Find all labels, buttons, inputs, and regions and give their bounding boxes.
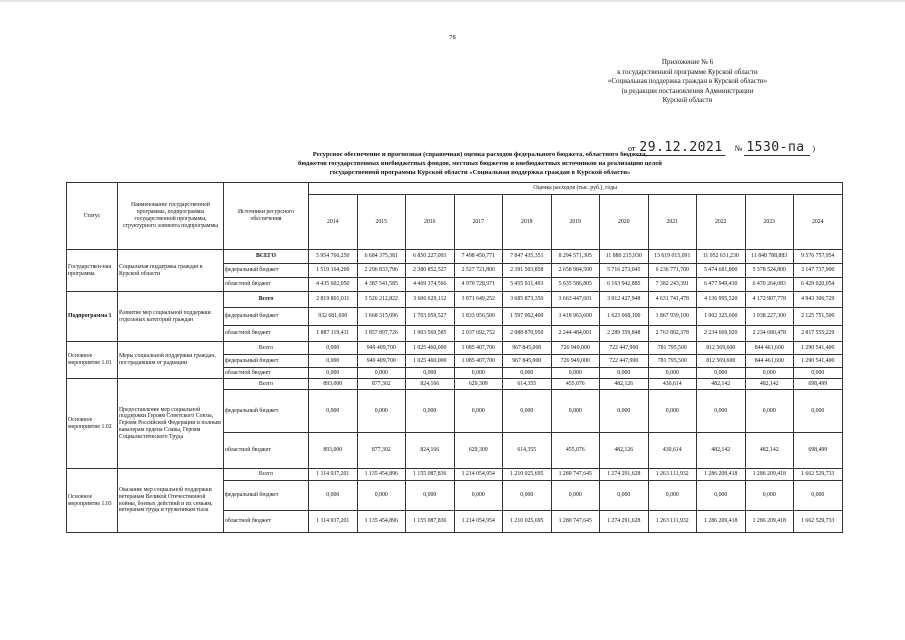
- value-cell: 0,000: [551, 368, 600, 379]
- value-cell: 1 025 460,000: [406, 355, 455, 368]
- header-year: 2023: [745, 195, 794, 250]
- value-cell: 877,302: [357, 379, 406, 390]
- value-cell: 2 125 751,500: [794, 308, 843, 326]
- appendix-line: Курской области: [662, 96, 713, 105]
- value-cell: 967 845,000: [503, 355, 552, 368]
- value-cell: 2 234 669,920: [697, 326, 746, 342]
- value-cell: 0,000: [697, 481, 746, 511]
- value-cell: 0,000: [648, 481, 697, 511]
- value-cell: 0,000: [309, 481, 358, 511]
- value-cell: 0,000: [648, 368, 697, 379]
- value-cell: 5 474 681,800: [697, 264, 746, 278]
- value-cell: 614,355: [503, 433, 552, 469]
- value-cell: 0,000: [600, 481, 649, 511]
- value-cell: 1 286 209,418: [697, 469, 746, 481]
- resource-table: [66, 182, 843, 533]
- value-cell: 0,000: [309, 390, 358, 433]
- value-cell: 0,000: [794, 390, 843, 433]
- decree-from-label: от: [628, 144, 636, 153]
- value-cell: 6 470 264,083: [745, 278, 794, 292]
- value-cell: 1 662 529,733: [794, 511, 843, 533]
- value-cell: 1 887 119,411: [309, 326, 358, 342]
- value-cell: 2 037 692,752: [454, 326, 503, 342]
- value-cell: 1 210 025,695: [503, 511, 552, 533]
- value-cell: 0,000: [454, 481, 503, 511]
- header-status: Статус: [67, 183, 118, 250]
- value-cell: 2 244 484,001: [551, 326, 600, 342]
- value-cell: 482,142: [697, 433, 746, 469]
- value-cell: 614,355: [503, 379, 552, 390]
- value-cell: 1 857 897,726: [357, 326, 406, 342]
- value-cell: 482,142: [697, 379, 746, 390]
- header-year: 2014: [309, 195, 358, 250]
- header-year: 2017: [454, 195, 503, 250]
- page-number: 78: [449, 34, 456, 41]
- status-cell: Государствен-ная программа: [67, 250, 118, 292]
- decree-number-label: №: [734, 144, 743, 153]
- value-cell: 893,000: [309, 433, 358, 469]
- value-cell: 5 716 273,045: [600, 264, 649, 278]
- source-cell: федеральный бюджет: [224, 355, 309, 368]
- value-cell: 0,000: [309, 355, 358, 368]
- value-cell: 1 286 209,418: [745, 469, 794, 481]
- value-cell: 0,000: [600, 390, 649, 433]
- header-year: 2015: [357, 195, 406, 250]
- value-cell: 0,000: [357, 481, 406, 511]
- decree-date: 29.12.2021: [639, 140, 723, 155]
- source-cell: федеральный бюджет: [224, 264, 309, 278]
- table-row: [67, 469, 843, 481]
- value-cell: 949 409,700: [357, 355, 406, 368]
- value-cell: 629,309: [454, 379, 503, 390]
- title-line: государственной программы Курской области «Социальная поддержка граждан в Курской области»: [329, 169, 631, 177]
- value-cell: 722 447,900: [600, 355, 649, 368]
- value-cell: 781 795,500: [648, 342, 697, 355]
- appendix-header: [560, 58, 815, 106]
- decree-number: 1530-па: [744, 140, 810, 156]
- value-cell: 967 845,000: [503, 342, 552, 355]
- value-cell: 1 155 087,836: [406, 469, 455, 481]
- value-cell: 7 382 243,391: [648, 278, 697, 292]
- status-cell: Основное мероприятие 1.02: [67, 379, 118, 469]
- value-cell: 3 912 427,948: [600, 292, 649, 308]
- value-cell: 1 290 541,400: [794, 342, 843, 355]
- value-cell: 1 214 054,954: [454, 469, 503, 481]
- value-cell: 0,000: [357, 390, 406, 433]
- status-cell: Основное мероприятие 1.01: [67, 342, 118, 379]
- header-year: 2024: [794, 195, 843, 250]
- value-cell: 824,166: [406, 433, 455, 469]
- value-cell: 482,142: [745, 379, 794, 390]
- value-cell: 932 681,600: [309, 308, 358, 326]
- value-cell: 13 619 015,091: [648, 250, 697, 264]
- value-cell: 0,000: [648, 390, 697, 433]
- source-cell: областной бюджет: [224, 326, 309, 342]
- value-cell: 4 943 306,729: [794, 292, 843, 308]
- value-cell: 812 569,600: [697, 355, 746, 368]
- appendix-line: (в редакции постановления Администрации: [621, 86, 754, 95]
- value-cell: 0,000: [406, 481, 455, 511]
- value-cell: 629,309: [454, 433, 503, 469]
- value-cell: 2 088 870,950: [503, 326, 552, 342]
- value-cell: 6 477 949,430: [697, 278, 746, 292]
- table-row: [67, 250, 843, 264]
- value-cell: 5 455 931,493: [503, 278, 552, 292]
- value-cell: 1 085 407,700: [454, 355, 503, 368]
- value-cell: 3 606 629,112: [406, 292, 455, 308]
- value-cell: 1 703 059,527: [406, 308, 455, 326]
- value-cell: 11 952 631,230: [697, 250, 746, 264]
- value-cell: 3 663 447,601: [551, 292, 600, 308]
- value-cell: 1 135 454,896: [357, 511, 406, 533]
- value-cell: 0,000: [551, 481, 600, 511]
- scan-top-edge: [0, 0, 905, 2]
- value-cell: 824,166: [406, 379, 455, 390]
- value-cell: 0,000: [503, 368, 552, 379]
- header-name: Наименование государственной программы, подпрограммы государственной программы, структурного элемента подпрограммы: [118, 183, 224, 250]
- value-cell: 2 234 680,478: [745, 326, 794, 342]
- value-cell: 0,000: [406, 368, 455, 379]
- table-row: [67, 292, 843, 308]
- value-cell: 2 391 503,858: [503, 264, 552, 278]
- value-cell: 0,000: [697, 368, 746, 379]
- value-cell: 1 135 454,896: [357, 469, 406, 481]
- value-cell: 1 214 054,954: [454, 511, 503, 533]
- program-name-cell: Меры социальной поддержки граждан, пострадавшим от радиации: [118, 342, 224, 379]
- value-cell: 722 447,900: [600, 342, 649, 355]
- value-cell: 726 949,000: [551, 342, 600, 355]
- value-cell: 698,499: [794, 379, 843, 390]
- value-cell: 455,076: [551, 433, 600, 469]
- value-cell: 0,000: [745, 481, 794, 511]
- program-name-cell: Социальная поддержка граждан в Курской области: [118, 250, 224, 292]
- value-cell: 2 380 852,527: [406, 264, 455, 278]
- program-name-cell: Развитие мер социальной поддержки отдельных категорий граждан: [118, 292, 224, 342]
- source-cell: федеральный бюджет: [224, 308, 309, 326]
- value-cell: 1 597 002,400: [503, 308, 552, 326]
- decree-close-paren: ): [812, 144, 815, 153]
- value-cell: 11 848 788,883: [745, 250, 794, 264]
- value-cell: 5 954 766,250: [309, 250, 358, 264]
- table-row: [67, 342, 843, 355]
- header-source: Источники ресурсного обеспечения: [224, 183, 309, 250]
- header-year: 2018: [503, 195, 552, 250]
- value-cell: 1 662 529,733: [794, 469, 843, 481]
- value-cell: 4 435 602,050: [309, 278, 358, 292]
- value-cell: 1 867 939,100: [648, 308, 697, 326]
- value-cell: 0,000: [309, 368, 358, 379]
- value-cell: 1 903 569,585: [406, 326, 455, 342]
- value-cell: 0,000: [794, 368, 843, 379]
- value-cell: 6 429 020,054: [794, 278, 843, 292]
- value-cell: 0,000: [503, 481, 552, 511]
- value-cell: 1 418 963,600: [551, 308, 600, 326]
- source-cell: областной бюджет: [224, 433, 309, 469]
- value-cell: 3 685 873,350: [503, 292, 552, 308]
- value-cell: 2 763 802,378: [648, 326, 697, 342]
- value-cell: 4 970 728,971: [454, 278, 503, 292]
- value-cell: 4 469 374,566: [406, 278, 455, 292]
- value-cell: 698,499: [794, 433, 843, 469]
- value-cell: 0,000: [697, 390, 746, 433]
- value-cell: 3 526 212,822: [357, 292, 406, 308]
- value-cell: 1 519 164,200: [309, 264, 358, 278]
- value-cell: 11 880 215,930: [600, 250, 649, 264]
- value-cell: 2 289 359,848: [600, 326, 649, 342]
- value-cell: 4 136 995,520: [697, 292, 746, 308]
- value-cell: 1 938 227,300: [745, 308, 794, 326]
- value-cell: 1 085 407,700: [454, 342, 503, 355]
- value-cell: 1 902 325,600: [697, 308, 746, 326]
- value-cell: 949 409,700: [357, 342, 406, 355]
- value-cell: 2 819 801,011: [309, 292, 358, 308]
- source-cell: Всего: [224, 469, 309, 481]
- value-cell: 0,000: [503, 390, 552, 433]
- header-year: 2022: [697, 195, 746, 250]
- value-cell: 2 296 833,796: [357, 264, 406, 278]
- value-cell: 0,000: [309, 342, 358, 355]
- value-cell: 781 795,500: [648, 355, 697, 368]
- value-cell: 430,614: [648, 379, 697, 390]
- value-cell: 1 668 315,096: [357, 308, 406, 326]
- value-cell: 4 172 907,778: [745, 292, 794, 308]
- source-cell: областной бюджет: [224, 511, 309, 533]
- value-cell: 1 274 291,628: [600, 469, 649, 481]
- value-cell: 726 949,000: [551, 355, 600, 368]
- appendix-line: «Социальная поддержка граждан в Курской области»: [607, 77, 768, 86]
- value-cell: 1 274 291,628: [600, 511, 649, 533]
- title-line: бюджетов государственных внебюджетных фондов, местных бюджетов и внебюджетных источников на реализацию целей: [298, 160, 662, 168]
- value-cell: 1 280 747,645: [551, 469, 600, 481]
- value-cell: 1 286 209,418: [697, 511, 746, 533]
- value-cell: 1 263 111,932: [648, 511, 697, 533]
- value-cell: 812 569,600: [697, 342, 746, 355]
- value-cell: 7 847 435,351: [503, 250, 552, 264]
- value-cell: 0,000: [794, 481, 843, 511]
- program-name-cell: Предоставление мер социальной поддержки Героям Советского Союза, Героям Российской Федерации и полным кавалерам ордена Славы, Героям Социалистического Труда: [118, 379, 224, 469]
- value-cell: 1 833 956,500: [454, 308, 503, 326]
- value-cell: 2 658 984,500: [551, 264, 600, 278]
- value-cell: 1 155 087,836: [406, 511, 455, 533]
- value-cell: 482,142: [745, 433, 794, 469]
- value-cell: 0,000: [357, 368, 406, 379]
- source-cell: федеральный бюджет: [224, 390, 309, 433]
- header-estimate: Оценка расходов (тыс. руб.), годы: [309, 183, 843, 195]
- value-cell: 482,126: [600, 379, 649, 390]
- source-cell: Всего: [224, 342, 309, 355]
- value-cell: 0,000: [745, 368, 794, 379]
- value-cell: 6 236 771,700: [648, 264, 697, 278]
- source-cell: областной бюджет: [224, 368, 309, 379]
- value-cell: 1 114 937,201: [309, 511, 358, 533]
- value-cell: 1 210 025,695: [503, 469, 552, 481]
- source-cell: областной бюджет: [224, 278, 309, 292]
- header-year: 2019: [551, 195, 600, 250]
- status-cell: Основное мероприятие 1.03: [67, 469, 118, 533]
- header-year: 2020: [600, 195, 649, 250]
- value-cell: 6 163 942,885: [600, 278, 649, 292]
- value-cell: 1 290 541,400: [794, 355, 843, 368]
- value-cell: 1 114 937,201: [309, 469, 358, 481]
- value-cell: 482,126: [600, 433, 649, 469]
- source-cell: Всего: [224, 292, 309, 308]
- header-year: 2021: [648, 195, 697, 250]
- program-name-cell: Оказание мер социальной поддержки ветеранам Великой Отечественной войны, боевых действий и их семьям, ветеранам труда и труженикам тыла: [118, 469, 224, 533]
- appendix-line: к государственной программе Курской области: [617, 67, 758, 76]
- value-cell: 0,000: [600, 368, 649, 379]
- value-cell: 6 850 227,093: [406, 250, 455, 264]
- value-cell: 0,000: [551, 390, 600, 433]
- document-title: [150, 150, 810, 178]
- value-cell: 844 461,600: [745, 342, 794, 355]
- value-cell: 877,302: [357, 433, 406, 469]
- value-cell: 5 635 586,805: [551, 278, 600, 292]
- title-line: Ресурсное обеспечение и прогнозная (справочная) оценка расходов федерального бюджета, областного бюджета,: [312, 151, 648, 158]
- source-cell: федеральный бюджет: [224, 481, 309, 511]
- value-cell: 455,076: [551, 379, 600, 390]
- value-cell: 4 631 741,478: [648, 292, 697, 308]
- table-row: [67, 379, 843, 390]
- value-cell: 0,000: [454, 368, 503, 379]
- value-cell: 8 294 571,305: [551, 250, 600, 264]
- value-cell: 0,000: [745, 390, 794, 433]
- value-cell: 0,000: [454, 390, 503, 433]
- value-cell: 430,614: [648, 433, 697, 469]
- value-cell: 3 147 737,900: [794, 264, 843, 278]
- source-cell: Всего: [224, 379, 309, 390]
- appendix-line: Приложение № 6: [661, 58, 714, 66]
- value-cell: 6 684 375,381: [357, 250, 406, 264]
- value-cell: 2 817 555,229: [794, 326, 843, 342]
- value-cell: 2 527 721,800: [454, 264, 503, 278]
- value-cell: 1 263 111,932: [648, 469, 697, 481]
- source-cell: ВСЕГО: [224, 250, 309, 264]
- value-cell: 1 025 460,000: [406, 342, 455, 355]
- header-year: 2016: [406, 195, 455, 250]
- value-cell: 844 461,600: [745, 355, 794, 368]
- value-cell: 1 286 209,418: [745, 511, 794, 533]
- value-cell: 3 871 649,252: [454, 292, 503, 308]
- value-cell: 5 378 524,800: [745, 264, 794, 278]
- value-cell: 4 387 541,585: [357, 278, 406, 292]
- value-cell: 1 623 068,100: [600, 308, 649, 326]
- status-cell: Подпрограмма 1: [67, 292, 118, 342]
- value-cell: 9 576 757,954: [794, 250, 843, 264]
- value-cell: 7 498 450,771: [454, 250, 503, 264]
- value-cell: 0,000: [406, 390, 455, 433]
- value-cell: 1 280 747,645: [551, 511, 600, 533]
- value-cell: 893,000: [309, 379, 358, 390]
